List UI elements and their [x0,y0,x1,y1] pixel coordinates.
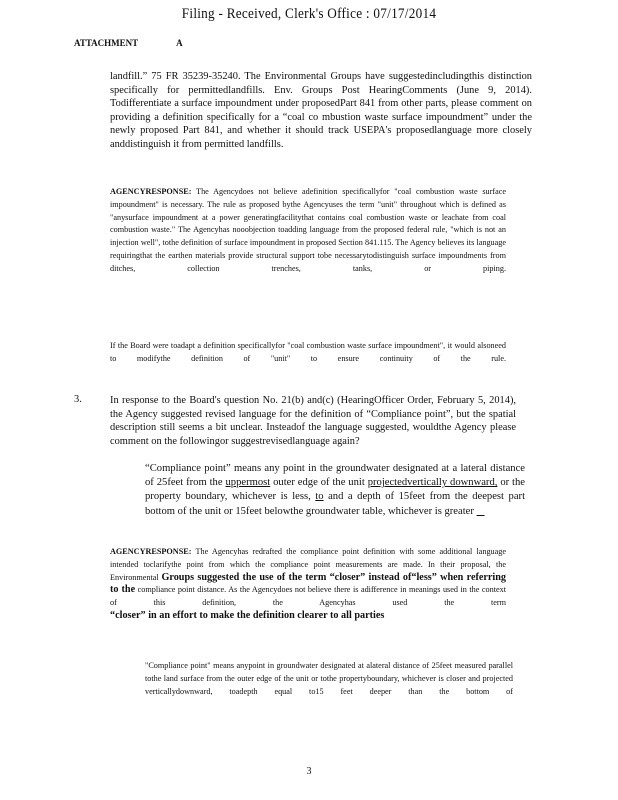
quote-part: “Compliance point” means any point in the groundwater designated at a lateral distance of 25feet from the [145,463,525,489]
quote-part: or the property boundary, whichever is less, [145,477,525,503]
agency-response-2 [110,546,506,623]
quote-trailing-underline [477,506,485,517]
revised-definition-text: "Compliance point" means anypoint in groundwater designated at alateral distance of 25feet measured parallel tothe land surface from the outer edge of the unit or tothe propertyboundary, whichever is closer and projected verticallydownward, toadepth equal to15 feet deeper than the bottom of [145,661,513,696]
quote-underline: to [315,491,324,503]
intro-paragraph: landfill.” 75 FR 35239-35240. The Environmental Groups have suggestedincludingthis distinction specifically for permittedlandfills. Env. Groups Post HearingComments (June 9, 2014). Todifferentiate a surface impoundment under proposedPart 841 from other parts, please comment on providing a definition specifically for a “coal co mbustion waste surface impoundment” under the newly proposed Part 841, and whether it should track USEPA's proposedlanguage more closely anddistinguish it from permitted landfills. [110,71,532,150]
agency-response-bold: “closer” in an effort to make the definition clearer to all parties [110,609,385,621]
board-followup [110,340,506,366]
question-number: 3. [74,394,82,405]
agency-response-text: compliance point distance. As the Agencydoes not believe there is adifference in meanings used in the context of this definition, the Agencyhas used the term [110,585,507,608]
compliance-point-quote [145,462,525,519]
board-followup-text: If the Board were toadapt a definition specificallyfor "coal combustion waste surface impoundment", it would alsoneed to modifythe definition of "unit" to ensure continuity of the rule. [110,341,506,363]
quote-part: and a depth of 15feet from the deepest part bottom of the unit or 15feet belowthe groundwater table, whichever is greater [145,491,526,517]
attachment-letter: A [176,38,183,48]
agency-response-text: The Agencyhas redrafted the compliance point definition with some additional language intended toclarifythe point from which the compliance point measurements are made. In their proposal, the Environmental [110,547,506,582]
agency-response-1 [110,186,506,276]
quote-underline: uppermost [225,477,271,489]
page-number: 3 [306,766,312,777]
agency-response-bold: Groups suggested the use of the term “closer” instead of“less” when referring to the [110,571,507,596]
quote-part: outer edge of the unit [270,477,368,489]
revised-definition-quote [145,660,513,698]
agency-response-label: AGENCYRESPONSE: [110,187,192,196]
quote-underline: projectedvertically downward, [367,477,498,489]
filing-header: Filing - Received, Clerk's Office : 07/17/2014 [181,6,437,22]
agency-response-label: AGENCYRESPONSE: [110,547,192,556]
attachment-label [74,38,183,48]
agency-response-text: The Agencydoes not believe adefinition specificallyfor "coal combustion waste surface impoundment" is necessary. The rule as proposed bythe Agencyuses the term "unit" throughout which is defined as "anysurface impoundment at a power generatingfacilitythat contains coal combustion waste or leachate from coal combustion waste." The Agencyhas nooobjection toadding language from the proposed federal rule, "which is not an injection well", tothe definition of surface impoundment in proposed Section 841.115. The Agency believes its language requiringthat the earthen materials provide structural support tobe necessarytodistinguish surface impoundments from ditches, collection trenches, tanks, or piping. [110,187,506,273]
question-3-text: In response to the Board's question No. 21(b) and(c) (HearingOfficer Order, February 5, 2014), the Agency suggested revised language for the definition of “Compliance point”, but the spatial description still seems a bit unclear. Insteadof the language suggested, wouldthe Agency please comment on the followingor suggestrevisedlanguage again? [110,395,516,447]
attachment-label-text: ATTACHMENT [74,38,139,48]
